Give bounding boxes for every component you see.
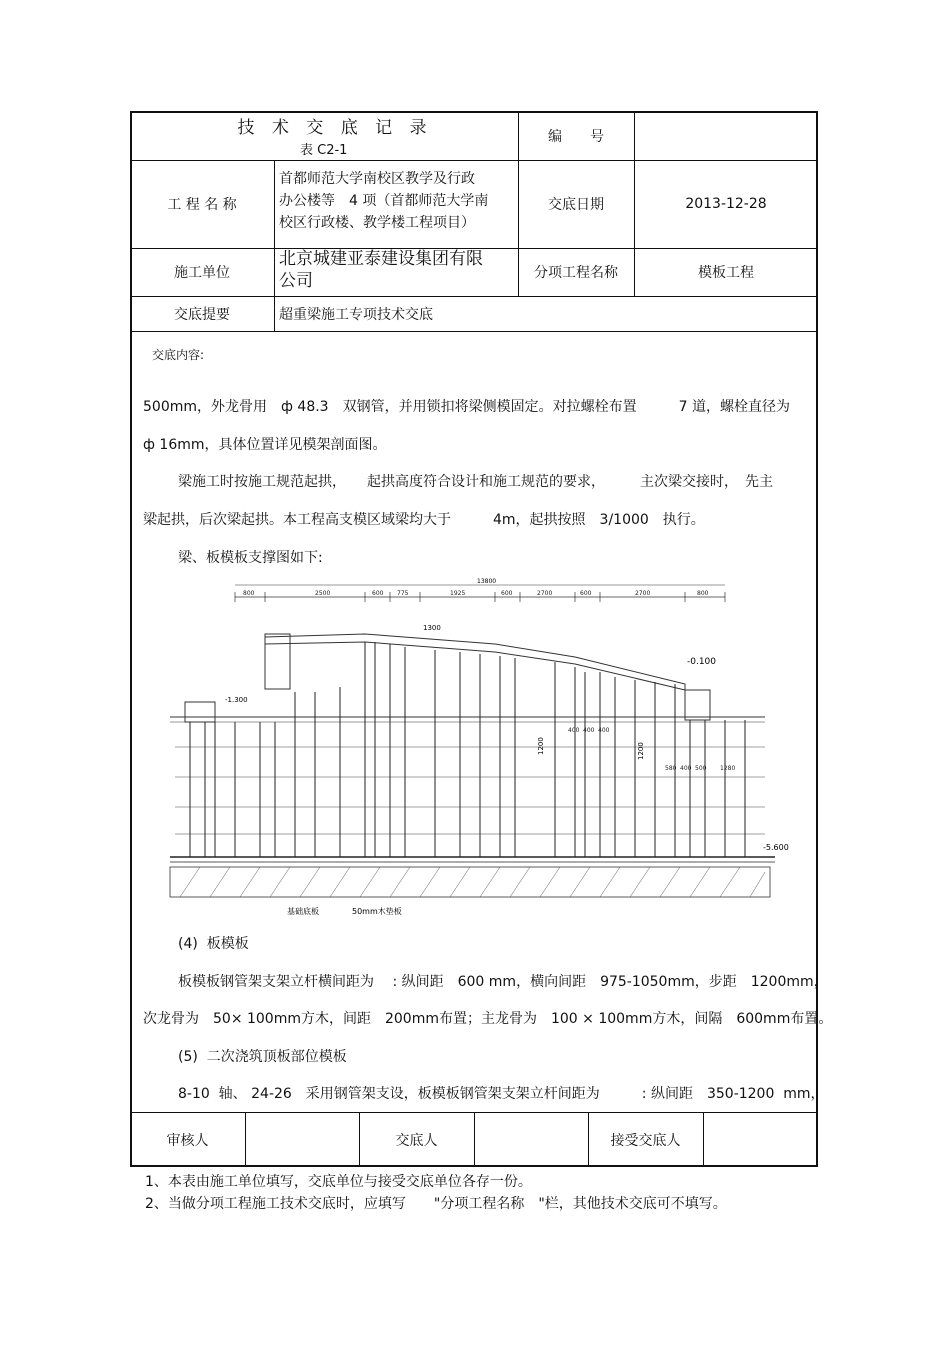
code-value[interactable]: [634, 111, 818, 160]
content-paragraph: 梁起拱，后次梁起拱。本工程高支模区域梁均大于 4m，起拱按照 3/1000 执行。: [143, 512, 705, 528]
spacing-label: 400: [598, 727, 610, 734]
elev-label: 1300: [423, 624, 441, 632]
receiver-signature[interactable]: [703, 1112, 818, 1167]
subproject-label: 分项工程名称: [534, 265, 618, 281]
contractor-name: [279, 248, 483, 292]
form-title: 技 术 交 底 记 录: [237, 118, 433, 138]
discloser-signature[interactable]: [474, 1112, 588, 1167]
project-name-line: 校区行政楼、教学楼工程项目）: [279, 215, 475, 231]
spacing-label: 400: [568, 727, 580, 734]
date-value: 2013-12-28: [685, 196, 767, 212]
project-name-line: 办公楼等 4 项（首都师范大学南: [279, 193, 489, 209]
summary-label: 交底提要: [174, 306, 230, 323]
content-paragraph: 500mm，外龙骨用 ф 48.3 双钢管，并用锁扣将梁侧模固定。对拉螺栓布置 7 道，螺栓直径为: [143, 399, 790, 415]
support-section-diagram: [165, 572, 795, 922]
dim-label: 600: [501, 590, 513, 597]
content-paragraph: ф 16mm，具体位置详见模架剖面图。: [143, 437, 387, 453]
form-number: 表 C2-1: [300, 143, 348, 158]
dim-label: 775: [397, 590, 409, 597]
footnote: 2、当做分项工程施工技术交底时，应填写 "分项工程名称 "栏，其他技术交底可不填写。: [145, 1196, 727, 1212]
height-label: 1200: [537, 737, 545, 755]
spacing-label: 580: [665, 765, 677, 772]
project-name: [279, 168, 488, 234]
reviewer-signature[interactable]: [245, 1112, 359, 1167]
elev-label: -1.300: [225, 696, 248, 704]
dim-label: 600: [580, 590, 592, 597]
base-slab-label: 基础底板: [287, 907, 319, 916]
spacing-label: 400: [680, 765, 692, 772]
subproject-value: 模板工程: [698, 265, 754, 281]
row-divider: [130, 331, 818, 332]
dim-label: 2500: [315, 590, 331, 597]
contractor-name-line: 公司: [279, 271, 313, 291]
dim-total: 13800: [477, 578, 497, 585]
content-paragraph: 梁施工时按施工规范起拱， 起拱高度符合设计和施工规范的要求， 主次梁交接时， 先主: [178, 474, 773, 490]
height-label: 1200: [637, 742, 645, 760]
timber-pad-label: 50mm木垫板: [352, 907, 402, 916]
date-label: 交底日期: [548, 197, 604, 213]
dim-label: 2700: [635, 590, 651, 597]
project-label: 工 程 名 称: [167, 197, 237, 213]
reviewer-label: 审核人: [166, 1132, 209, 1149]
receiver-label: 接受交底人: [610, 1132, 681, 1149]
content-paragraph: 次龙骨为 50× 100mm方木，间距 200mm布置；主龙骨为 100 × 100mm方木，间隔 600mm布置。: [143, 1011, 833, 1027]
spacing-label: 500: [695, 765, 707, 772]
content-paragraph: 板模板钢管架支架立杆横间距为 : 纵间距 600 mm，横向间距 975-1050mm，步距 1200mm，: [178, 974, 828, 990]
dim-label: 2700: [537, 590, 553, 597]
dim-label: 600: [372, 590, 384, 597]
dim-label: 800: [697, 590, 709, 597]
spacing-label: 400: [583, 727, 595, 734]
content-label: 交底内容:: [152, 348, 205, 362]
elev-label: -0.100: [687, 657, 717, 667]
col-divider: [274, 160, 275, 331]
dim-label: 1925: [450, 590, 466, 597]
elev-label: -5.600: [763, 843, 789, 852]
section-heading: (5) 二次浇筑顶板部位模板: [178, 1049, 347, 1065]
code-label: 编 号: [548, 128, 604, 145]
content-paragraph: 梁、板模板支撑图如下:: [178, 550, 323, 566]
contractor-label: 施工单位: [174, 265, 230, 281]
dim-label: 800: [243, 590, 255, 597]
contractor-name-line: 北京城建亚泰建设集团有限: [279, 249, 483, 269]
summary-value: 超重梁施工专项技术交底: [279, 306, 433, 323]
content-paragraph: 8-10 轴、 24-26 采用钢管架支设，板模板钢管架支架立杆间距为 : 纵间距 350-1200 mm，: [178, 1086, 825, 1102]
discloser-label: 交底人: [395, 1132, 438, 1149]
spacing-label: 1280: [720, 765, 736, 772]
section-heading: (4) 板模板: [178, 936, 249, 952]
footnote: 1、本表由施工单位填写，交底单位与接受交底单位各存一份。: [145, 1174, 532, 1190]
project-name-line: 首都师范大学南校区教学及行政: [279, 171, 475, 187]
